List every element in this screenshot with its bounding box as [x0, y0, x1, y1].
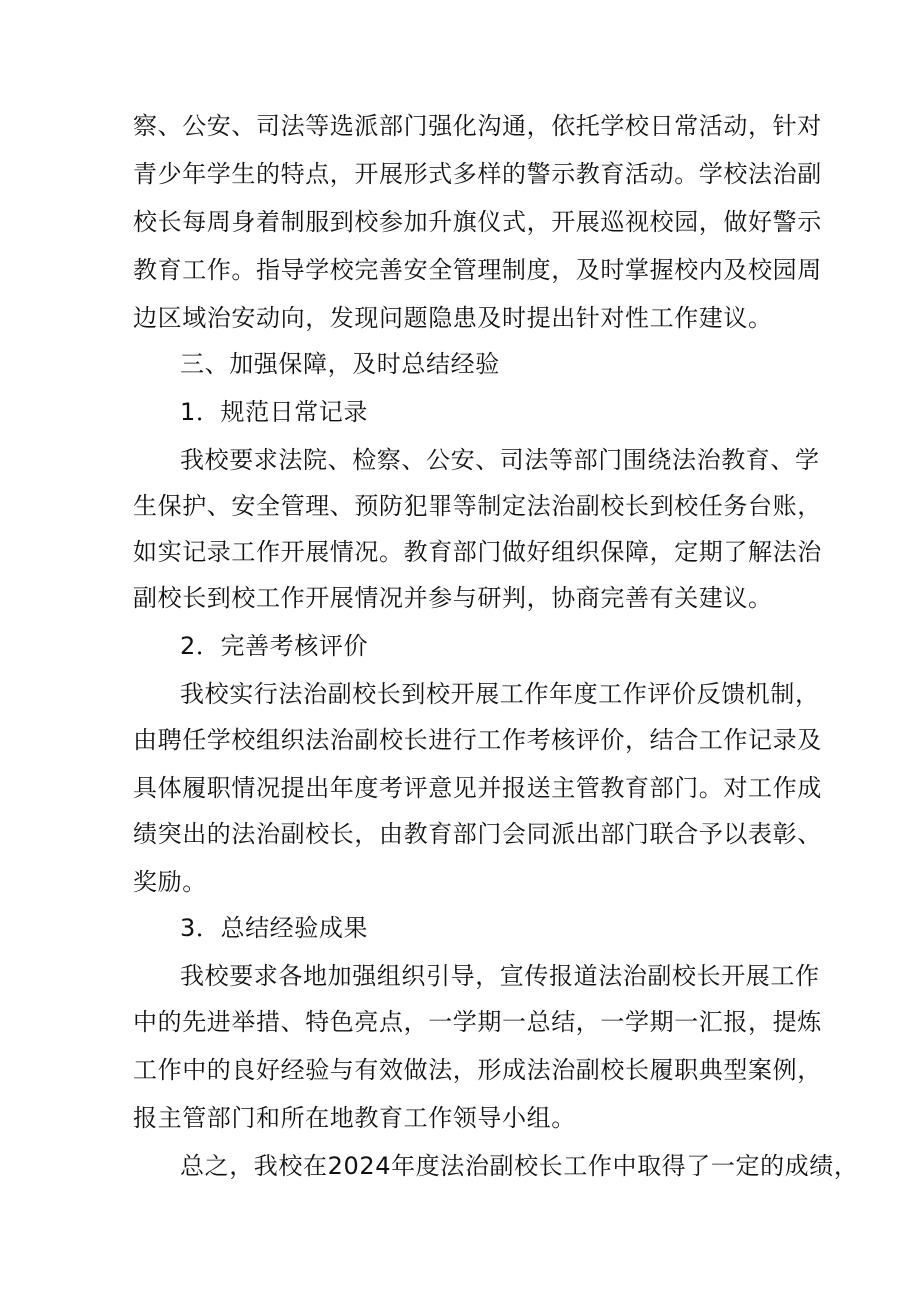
- paragraph-line: 如实记录工作开展情况。教育部门做好组织保障，定期了解法治: [133, 538, 822, 566]
- paragraph-line: 副校长到校工作开展情况并参与研判，协商完善有关建议。: [133, 584, 773, 612]
- paragraph-line: 校长每周身着制服到校参加升旗仪式，开展巡视校园，做好警示: [133, 208, 822, 236]
- paragraph-line: 察、公安、司法等选派部门强化沟通，依托学校日常活动，针对: [133, 112, 822, 140]
- paragraph-line: 绩突出的法治副校长，由教育部门会同派出部门联合予以表彰、: [133, 820, 822, 848]
- paragraph-line: 报主管部门和所在地教育工作领导小组。: [133, 1104, 576, 1132]
- subsection-heading-1: 1．规范日常记录: [180, 398, 369, 426]
- paragraph-line: 具体履职情况提出年度考评意见并报送主管教育部门。对工作成: [133, 774, 822, 802]
- paragraph-line: 我校要求法院、检察、公安、司法等部门围绕法治教育、学: [180, 446, 820, 474]
- section-heading: 三、加强保障，及时总结经验: [180, 350, 500, 378]
- paragraph-line: 边区域治安动向，发现问题隐患及时提出针对性工作建议。: [133, 304, 773, 332]
- paragraph-line: 青少年学生的特点，开展形式多样的警示教育活动。学校法治副: [133, 160, 822, 188]
- paragraph-line: 工作中的良好经验与有效做法，形成法治副校长履职典型案例，: [133, 1056, 822, 1084]
- paragraph-line: 由聘任学校组织法治副校长进行工作考核评价，结合工作记录及: [133, 726, 822, 754]
- closing-paragraph-line: 总之，我校在2024年度法治副校长工作中取得了一定的成绩，: [180, 1152, 859, 1180]
- paragraph-line: 生保护、安全管理、预防犯罪等制定法治副校长到校任务台账，: [133, 492, 822, 520]
- paragraph-line: 教育工作。指导学校完善安全管理制度，及时掌握校内及校园周: [133, 256, 822, 284]
- paragraph-line: 奖励。: [133, 868, 207, 896]
- paragraph-line: 我校要求各地加强组织引导，宣传报道法治副校长开展工作: [180, 962, 820, 990]
- paragraph-line: 我校实行法治副校长到校开展工作年度工作评价反馈机制，: [180, 680, 820, 708]
- paragraph-line: 中的先进举措、特色亮点，一学期一总结，一学期一汇报，提炼: [133, 1008, 822, 1036]
- subsection-heading-3: 3．总结经验成果: [180, 914, 369, 942]
- subsection-heading-2: 2．完善考核评价: [180, 632, 369, 660]
